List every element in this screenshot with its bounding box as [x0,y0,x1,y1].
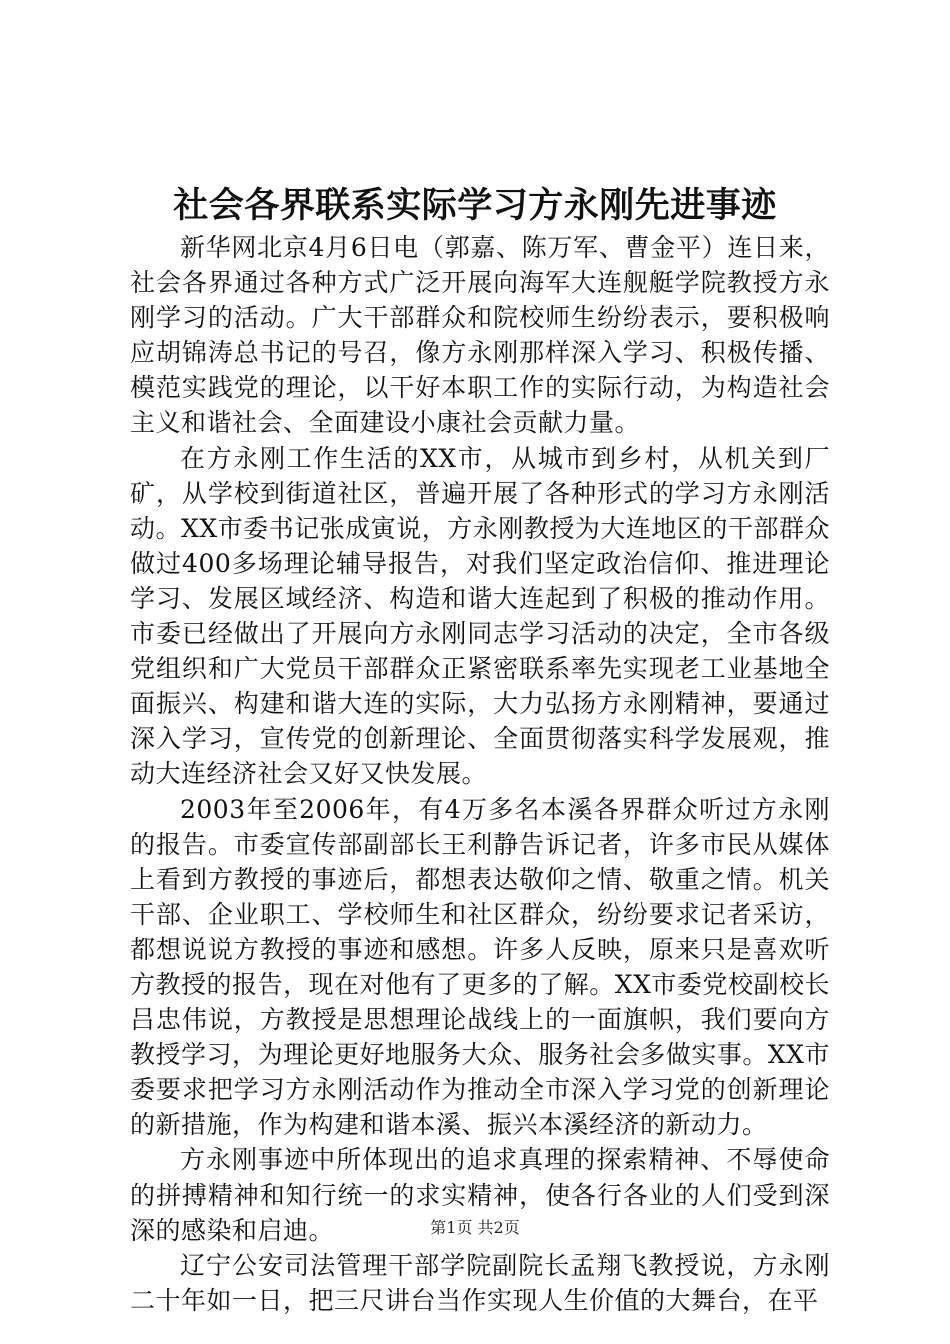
document-title: 社会各界联系实际学习方永刚先进事迹 [173,186,777,226]
paragraph: 2003年至2006年，有4万多名本溪各界群众听过方永刚的报告。市委宣传部副部长王利静告诉记者，许多市民从媒体上看到方教授的事迹后，都想表达敬仰之情、敬重之情。机关干部、企业职工、学校师生和社区群众，纷纷要求记者采访，都想说说方教授的事迹和感想。许多人反映，原来只是喜欢听方教授的报告，现在对他有了更多的了解。XX市委党校副校长吕忠伟说，方教授是思想理论战线上的一面旗帜，我们要向方教授学习，为理论更好地服务大众、服务社会多做实事。XX市委要求把学习方永刚活动作为推动全市深入学习党的创新理论的新措施，作为构建和谐本溪、振兴本溪经济的新动力。 [130,794,830,1140]
paragraph: 新华网北京4月6日电（郭嘉、陈万军、曹金平）连日来，社会各界通过各种方式广泛开展向海军大连舰艇学院教授方永刚学习的活动。广大干部群众和院校师生纷纷表示，要积极响应胡锦涛总书记的号召，像方永刚那样深入学习、积极传播、模范实践党的理论，以干好本职工作的实际行动，为构造社会主义和谐社会、全面建设小康社会贡献力量。 [130,233,830,438]
paragraph: 在方永刚工作生活的XX市，从城市到乡村，从机关到厂矿，从学校到街道社区，普遍开展了各种形式的学习方永刚活动。XX市委书记张成寅说，方永刚教授为大连地区的干部群众做过400多场理论辅导报告，对我们坚定政治信仰、推进理论学习、发展区域经济、构造和谐大连起到了积极的推动作用。市委已经做出了开展向方永刚同志学习活动的决定，全市各级党组织和广大党员干部群众正紧密联系率先实现老工业基地全面振兴、构建和谐大连的实际，大力弘扬方永刚精神，要通过深入学习，宣传党的创新理论、全面贯彻落实科学发展观，推动大连经济社会又好又快发展。 [130,443,830,789]
paragraph: 辽宁公安司法管理干部学院副院长孟翔飞教授说，方永刚二十年如一日，把三尺讲台当作实现人生价值的大舞台，在平 [130,1250,830,1315]
document-body [130,230,830,1318]
page-number-footer: 第1页 共2页 [430,1218,520,1237]
paragraph: 方永刚事迹中所体现出的追求真理的探索精神、不辱使命的拼搏精神和知行统一的求实精神，使各行各业的人们受到深深的感染和启迪。 [130,1145,830,1245]
